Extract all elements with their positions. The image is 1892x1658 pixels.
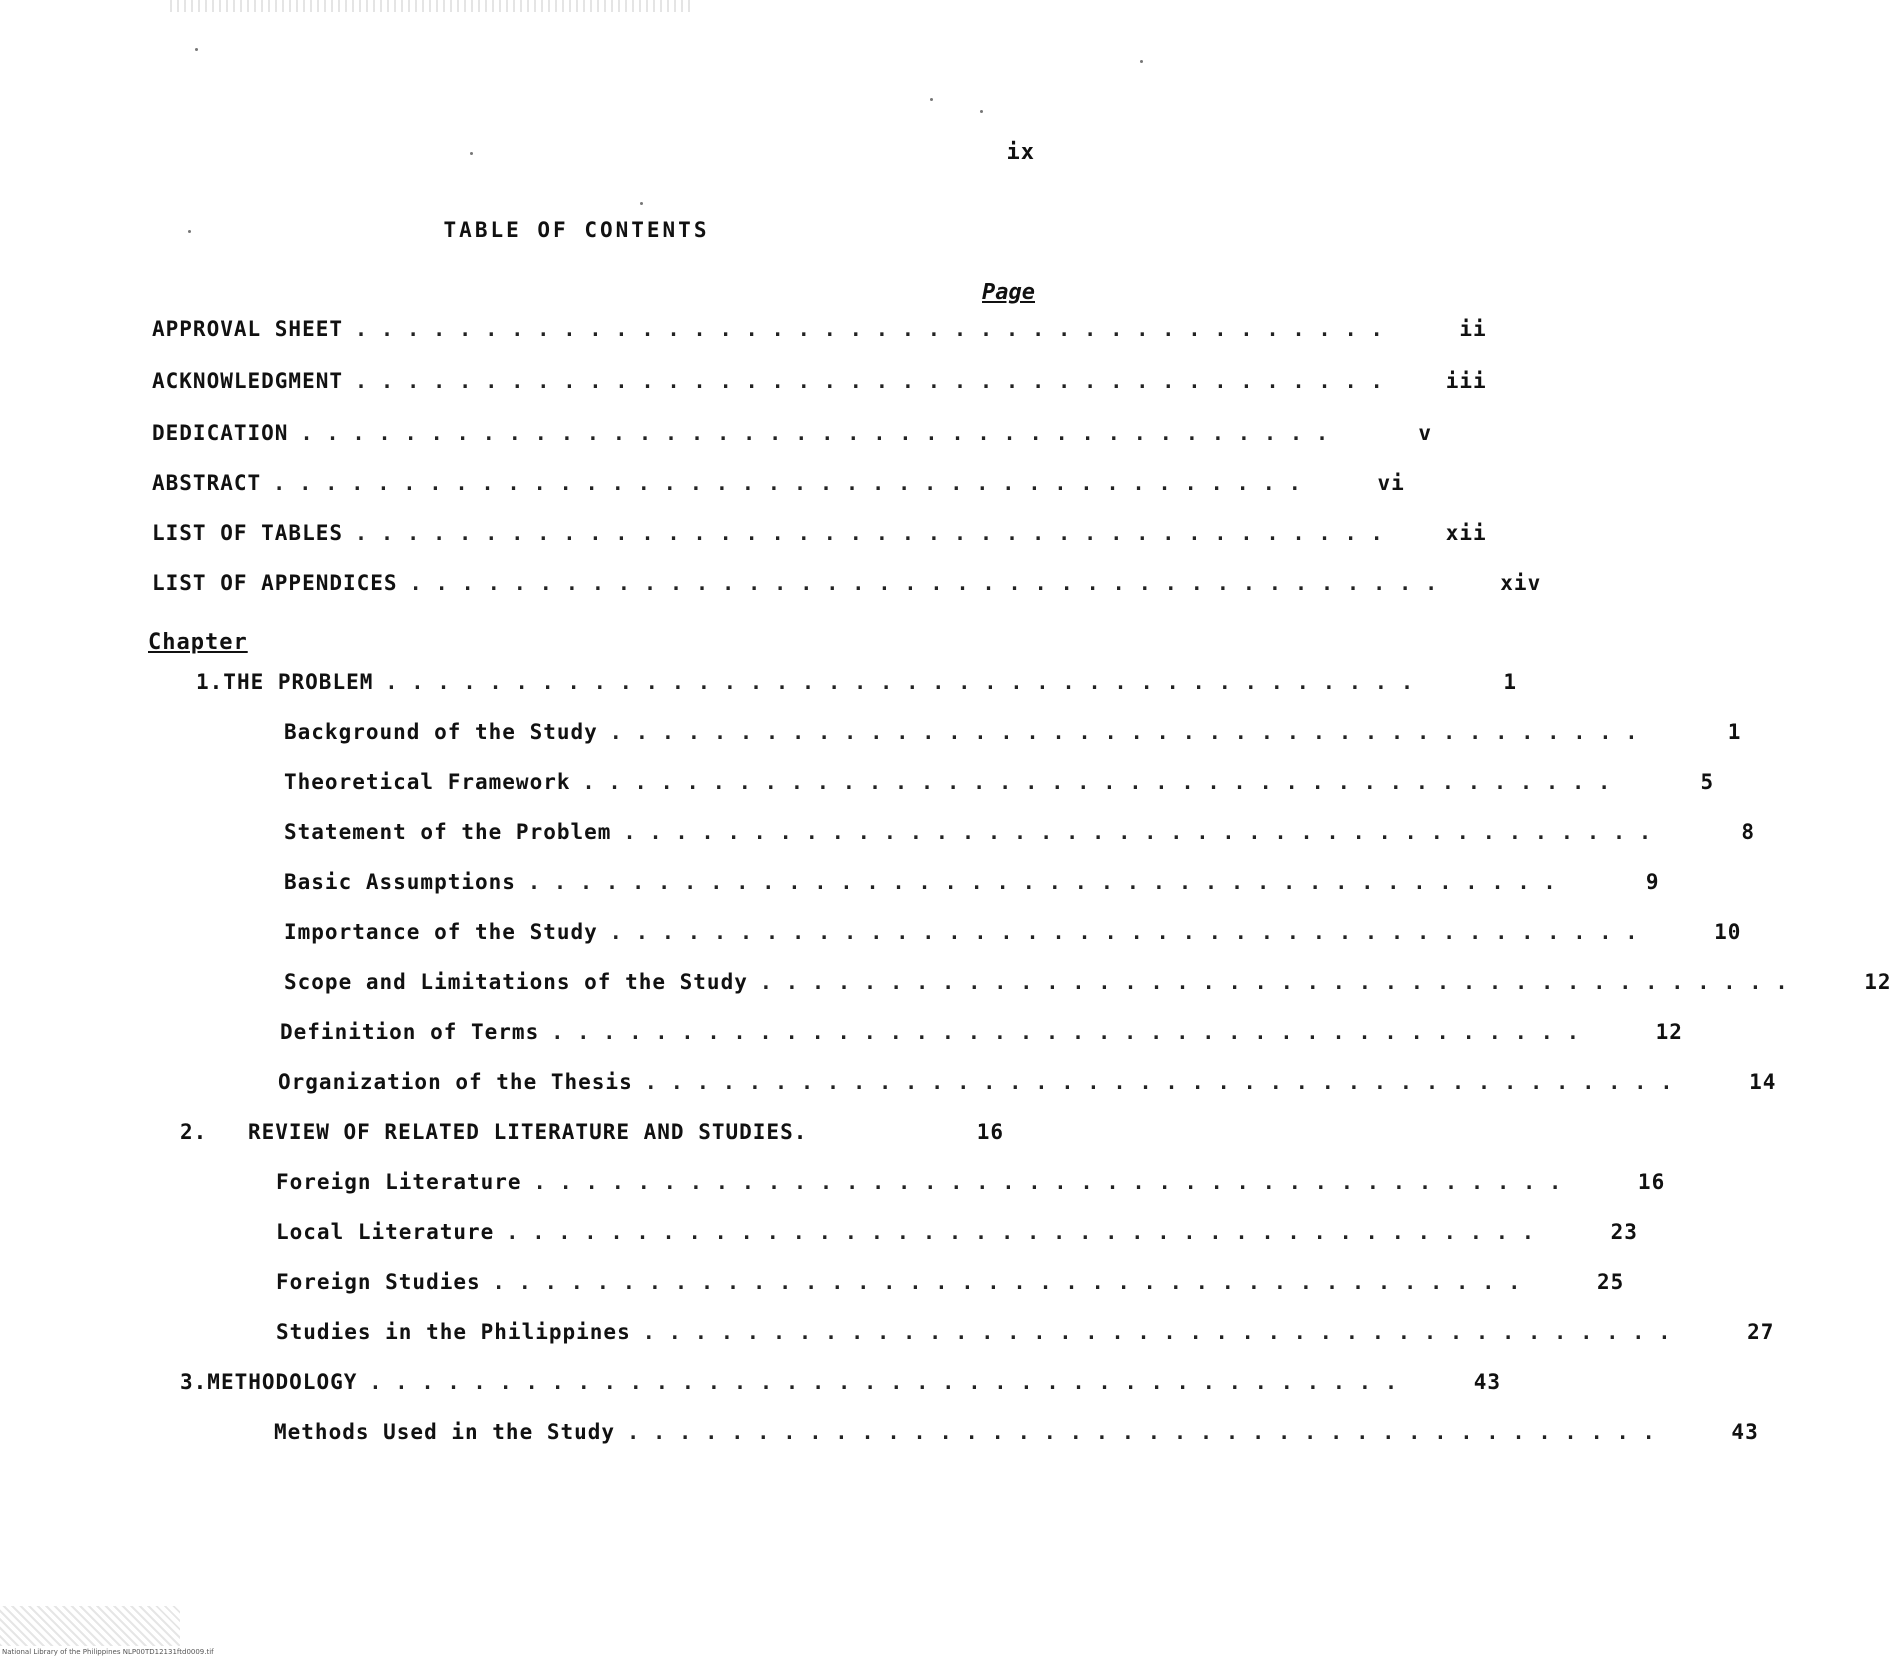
toc-entry-label: REVIEW OF RELATED LITERATURE AND STUDIES. (248, 1120, 808, 1144)
leader-dots: ........................................ (533, 1170, 1576, 1194)
leader-dots: ........................................ (759, 970, 1802, 994)
toc-entry (284, 820, 1756, 844)
toc-entry-page: 12 (1864, 970, 1892, 994)
toc-entry-page: 25 (1597, 1270, 1625, 1294)
toc-entry-label: Studies in the Philippines (276, 1320, 631, 1344)
page-title: TABLE OF CONTENTS (443, 218, 710, 242)
leader-dots: ........................................ (385, 670, 1428, 694)
toc-entry (152, 521, 1487, 545)
leader-dots: ........................................ (492, 1270, 1535, 1294)
chapter-number: 3. (180, 1370, 208, 1394)
toc-entry (284, 920, 1742, 944)
toc-entry (284, 770, 1715, 794)
toc-entry-page: 5 (1700, 770, 1715, 794)
toc-entry-page: 43 (1731, 1420, 1759, 1444)
leader-dots: ........................................ (642, 1320, 1685, 1344)
toc-entry (276, 1170, 1666, 1194)
chapter-heading: Chapter (148, 630, 248, 655)
leader-dots: ........................................ (355, 521, 1397, 545)
toc-entry-page: iii (1445, 369, 1487, 393)
scan-speck (470, 152, 473, 155)
leader-dots: ........................................ (369, 1370, 1412, 1394)
toc-entry-page: 16 (976, 1120, 1004, 1144)
toc-entry-label: Foreign Literature (276, 1170, 522, 1194)
scan-footer-caption: National Library of the Philippines NLP00TD12131ftd0009.tif (2, 1648, 214, 1656)
scan-noise-bottom (0, 1606, 180, 1646)
toc-chapter-entry (180, 1120, 1004, 1144)
leader-dots: ........................................ (627, 1420, 1669, 1444)
page-column-header: Page (982, 280, 1035, 305)
leader-dots: ........................................ (582, 770, 1625, 794)
toc-entry-label: Organization of the Thesis (278, 1070, 633, 1094)
toc-entry-page: 43 (1473, 1370, 1502, 1394)
toc-entry-label: Statement of the Problem (284, 820, 612, 844)
toc-entry-page: 23 (1610, 1220, 1638, 1244)
toc-entry-label: METHODOLOGY (207, 1370, 358, 1394)
scan-noise-top (170, 0, 690, 12)
leader-dots: ........................................ (273, 471, 1315, 495)
toc-entry-page: 1 (1503, 670, 1518, 694)
toc-entry-label: Background of the Study (284, 720, 598, 744)
scan-speck (980, 110, 983, 113)
toc-entry-label: Theoretical Framework (284, 770, 571, 794)
toc-entry (152, 471, 1405, 495)
toc-entry-label: ACKNOWLEDGMENT (152, 369, 344, 393)
toc-entry-label: THE PROBLEM (223, 670, 374, 694)
toc-entry-page: 12 (1655, 1020, 1683, 1044)
chapter-number: 2. (180, 1120, 208, 1144)
leader-dots: ........................................ (506, 1220, 1548, 1244)
toc-entry-label: Scope and Limitations of the Study (284, 970, 748, 994)
toc-entry-page: 16 (1637, 1170, 1666, 1194)
leader-dots: ........................................ (300, 421, 1343, 445)
toc-entry (152, 369, 1487, 393)
toc-entry-label: LIST OF TABLES (152, 521, 344, 545)
toc-entry-label: Methods Used in the Study (274, 1420, 616, 1444)
toc-entry-page: 9 (1645, 870, 1660, 894)
toc-entry (280, 1020, 1683, 1044)
toc-entry (278, 1070, 1777, 1094)
toc-entry-page: vi (1377, 471, 1405, 495)
toc-entry (284, 970, 1892, 994)
toc-entry-page: v (1418, 421, 1433, 445)
scan-speck (640, 202, 643, 205)
toc-entry (276, 1220, 1638, 1244)
toc-entry-label: Definition of Terms (280, 1020, 540, 1044)
leader-dots: ........................................ (644, 1070, 1687, 1094)
leader-dots: ........................................ (609, 920, 1652, 944)
toc-entry-label: APPROVAL SHEET (152, 317, 344, 341)
leader-dots: ........................................ (551, 1020, 1593, 1044)
toc-entry (152, 317, 1487, 341)
scan-speck (930, 98, 933, 101)
page-number: ix (1006, 140, 1035, 165)
toc-entry-label: Basic Assumptions (284, 870, 516, 894)
toc-entry-label: LIST OF APPENDICES (152, 571, 398, 595)
toc-entry-label: ABSTRACT (152, 471, 262, 495)
toc-entry-label: Foreign Studies (276, 1270, 481, 1294)
leader-dots: ........................................ (409, 571, 1452, 595)
leader-dots: ........................................ (355, 369, 1397, 393)
leader-dots: ........................................ (609, 720, 1652, 744)
toc-entry (274, 1420, 1759, 1444)
chapter-number: 1. (196, 670, 224, 694)
toc-entry-page: 27 (1747, 1320, 1775, 1344)
toc-entry-page: ii (1459, 317, 1487, 341)
scan-speck (1140, 60, 1143, 63)
toc-entry-page: 8 (1741, 820, 1756, 844)
toc-entry-page: 1 (1727, 720, 1742, 744)
toc-entry (152, 571, 1542, 595)
toc-entry (152, 421, 1433, 445)
toc-entry-page: xiv (1500, 571, 1542, 595)
toc-entry (276, 1320, 1775, 1344)
leader-dots: ........................................ (623, 820, 1666, 844)
toc-entry-page: 14 (1749, 1070, 1777, 1094)
scan-speck (195, 48, 198, 51)
toc-entry-label: DEDICATION (152, 421, 289, 445)
toc-entry-label: Local Literature (276, 1220, 495, 1244)
toc-entry (276, 1270, 1625, 1294)
toc-entry-page: 10 (1714, 920, 1742, 944)
leader-dots: ........................................ (355, 317, 1397, 341)
toc-entry (284, 870, 1660, 894)
toc-entry-page: xii (1445, 521, 1487, 545)
toc-entry-label: Importance of the Study (284, 920, 598, 944)
leader-dots: ........................................ (527, 870, 1570, 894)
toc-chapter-entry (196, 670, 1518, 694)
toc-chapter-entry (180, 1370, 1502, 1394)
toc-entry (284, 720, 1742, 744)
